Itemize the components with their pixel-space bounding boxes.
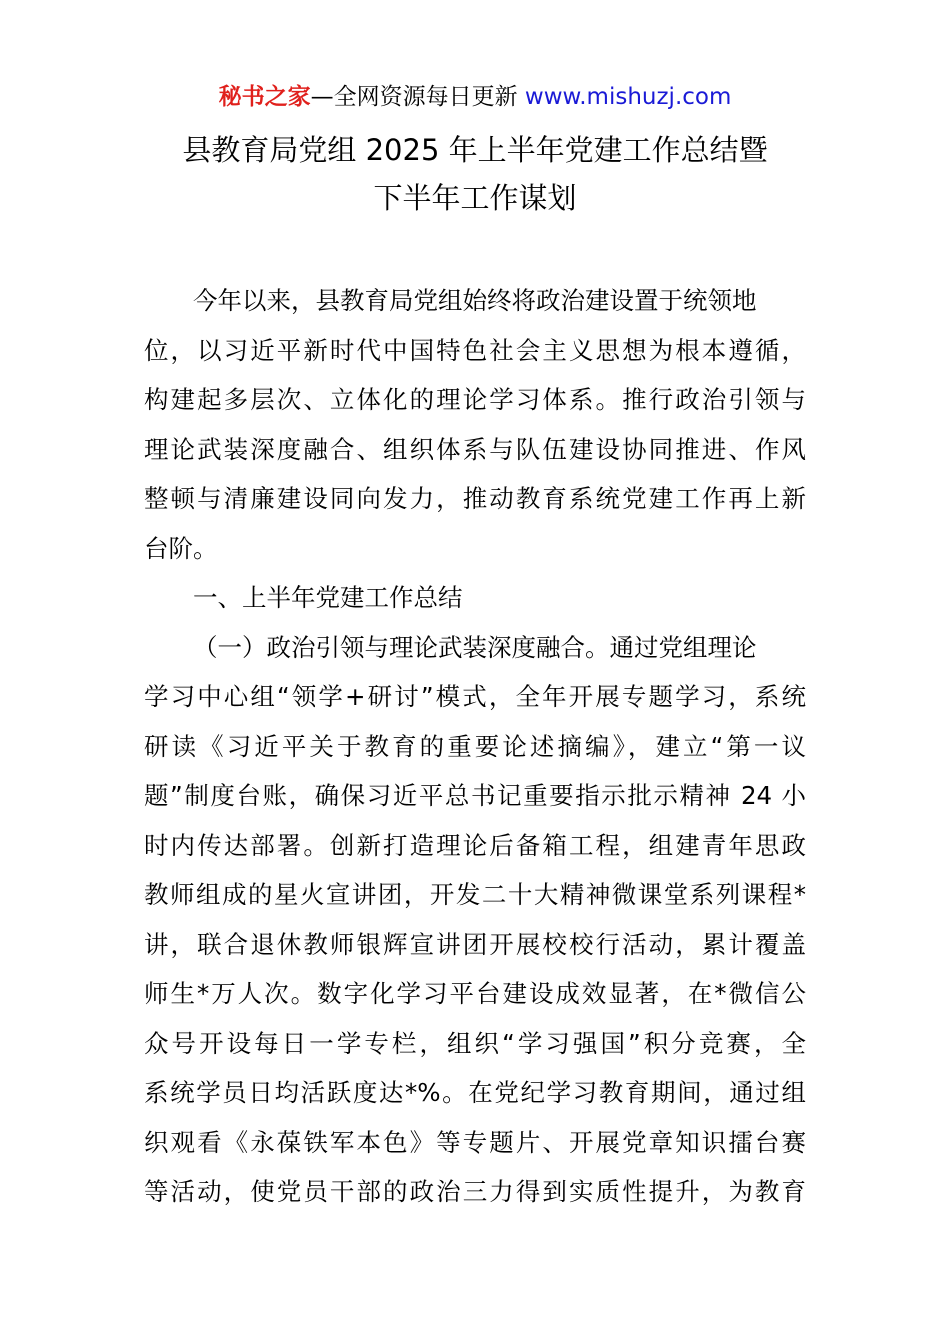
paragraph-intro-line: 今年以来，县教育局党组始终将政治建设置于统领地 [193, 286, 757, 315]
brand-url-link[interactable]: www.mishuzj.com [524, 84, 732, 110]
document-body [144, 276, 806, 1217]
title-line-2: 下半年工作谋划 [373, 181, 577, 215]
paragraph-intro-line: 台阶。 [144, 533, 218, 563]
subsection-line: 题”制度台账，确保习近平总书记重要指示批示精神 24 小 [144, 781, 806, 810]
subsection-line: （一）政治引领与理论武装深度融合。通过党组理论 [193, 632, 757, 662]
subsection-line: 师生*万人次。数字化学习平台建设成效显著，在*微信公 [144, 979, 806, 1008]
document-title [100, 126, 850, 222]
brand-name: 秘书之家 [218, 84, 311, 110]
paragraph-intro-line: 理论武装深度融合、组织体系与队伍建设协同推进、作风 [144, 434, 806, 464]
title-line-1: 县教育局党组 2025 年上半年党建工作总结暨 [182, 133, 768, 167]
paragraph-intro-line: 构建起多层次、立体化的理论学习体系。推行政治引领与 [144, 385, 806, 414]
subsection-line: 时内传达部署。创新打造理论后备箱工程，组建青年思政 [144, 830, 806, 860]
subsection-line: 众号开设每日一学专栏，组织“学习强国”积分竞赛，全 [144, 1028, 806, 1058]
subsection-line: 研读《习近平关于教育的重要论述摘编》，建立“第一议 [144, 731, 806, 761]
subsection-line: 系统学员日均活跃度达*%。在党纪学习教育期间，通过组 [144, 1078, 806, 1107]
subsection-line: 织观看《永葆铁军本色》等专题片、开展党章知识擂台赛 [144, 1127, 806, 1157]
subsection-line: 教师组成的星火宣讲团，开发二十大精神微课堂系列课程* [144, 880, 806, 909]
brand-tagline: —全网资源每日更新 [310, 84, 525, 110]
subsection-line: 学习中心组“领学+研讨”模式，全年开展专题学习，系统 [144, 682, 806, 711]
site-header [0, 80, 950, 114]
subsection-line: 等活动，使党员干部的政治三力得到实质性提升，为教育 [144, 1177, 806, 1206]
paragraph-intro-line: 位，以习近平新时代中国特色社会主义思想为根本遵循， [144, 335, 806, 365]
paragraph-intro-line: 整顿与清廉建设同向发力，推动教育系统党建工作再上新 [144, 484, 806, 513]
section-heading: 一、上半年党建工作总结 [193, 583, 463, 612]
subsection-line: 讲，联合退休教师银辉宣讲团开展校校行活动，累计覆盖 [144, 929, 806, 959]
